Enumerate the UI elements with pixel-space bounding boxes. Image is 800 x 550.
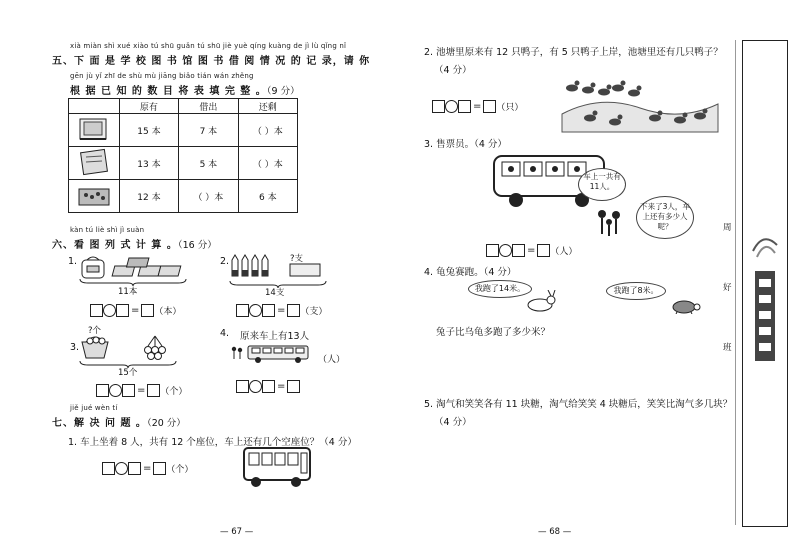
table-cell: 13 本 xyxy=(119,147,178,180)
answer-box[interactable] xyxy=(512,244,525,257)
r2-text: 2. 池塘里原来有 12 只鸭子，有 5 只鸭子上岸，池塘里还有几只鸭子？ xyxy=(424,47,723,58)
r4-text: 4. 龟兔赛跑。（4 分） xyxy=(424,267,517,278)
answer-box[interactable] xyxy=(96,384,109,397)
table-row xyxy=(69,114,298,147)
speech-bubble-turtle: 我跑了8米。 xyxy=(606,282,666,300)
table-row xyxy=(69,147,298,180)
answer-box[interactable] xyxy=(432,100,445,113)
q6-heading: 六、看 图 列 式 计 算 。（16 分） xyxy=(52,240,217,251)
q6-1-number: 1. xyxy=(68,256,78,267)
table-cell: 5 本 xyxy=(179,147,238,180)
ducks-pond-icon xyxy=(560,74,720,134)
table-cell: 15 本 xyxy=(119,114,178,147)
speech-bubble-2: 下来了3人，车上还有多少人呢？ xyxy=(636,196,694,239)
q6-pinyin: kàn tú liè shì jì suàn xyxy=(70,226,145,234)
q6-3-number: 3. xyxy=(70,342,80,353)
q6-4-equation: = xyxy=(236,376,300,395)
unit-label: （个） xyxy=(160,387,188,397)
unit-label: （个） xyxy=(166,465,194,475)
q7-1-equation: = （个） xyxy=(102,458,193,477)
unit-label: （本） xyxy=(154,307,182,317)
table-header-left: 还剩 xyxy=(238,99,297,114)
unit-label: （人） xyxy=(550,247,578,257)
operator-circle[interactable] xyxy=(249,304,262,317)
r5-text: 5. 淘气和笑笑各有 11 块糖，淘气给笑笑 4 块糖后，笑笑比淘气多几块？ xyxy=(424,399,733,410)
side-label-2: 好 xyxy=(723,283,732,293)
answer-box[interactable] xyxy=(236,380,249,393)
r2-equation: = （只） xyxy=(432,96,523,115)
logo-mark xyxy=(749,231,781,371)
operator-circle[interactable] xyxy=(109,384,122,397)
q6-3-equation: = （个） xyxy=(96,380,187,399)
answer-box[interactable] xyxy=(287,304,300,317)
q5-pinyin-1: xià miàn shì xué xiào tú shū guǎn tú shū jiè yuè qíng kuàng de jì lù qǐng nǐ xyxy=(70,42,347,50)
q5-heading-1: 五、下 面 是 学 校 图 书 馆 图 书 借 阅 情 况 的 记 录，请 你 xyxy=(52,56,371,67)
r3-text: 3. 售票员。（4 分） xyxy=(424,139,507,150)
book-icon xyxy=(69,180,120,213)
table-header-have: 原有 xyxy=(119,99,178,114)
answer-box[interactable] xyxy=(458,100,471,113)
answer-box[interactable] xyxy=(116,304,129,317)
q6-2-equation: = （支） xyxy=(236,300,327,319)
answer-cell[interactable]: （ ）本 xyxy=(179,180,238,213)
q5-pinyin-2: gēn jù yǐ zhī de shù mù jiāng biǎo tián wán zhěng xyxy=(70,72,254,80)
answer-box[interactable] xyxy=(153,462,166,475)
pencils-icon xyxy=(228,252,328,280)
operator-circle[interactable] xyxy=(499,244,512,257)
answer-box[interactable] xyxy=(90,304,103,317)
r4-question: 兔子比乌龟多跑了多少米？ xyxy=(436,327,551,338)
table-header-blank xyxy=(69,99,120,114)
answer-cell[interactable]: （ ）本 xyxy=(238,147,297,180)
bus-with-people-icon xyxy=(228,340,318,364)
speech-bubble-1: 车上一共有11人。 xyxy=(578,168,626,201)
q6-4-unit: （人） xyxy=(318,355,346,365)
answer-box[interactable] xyxy=(486,244,499,257)
q7-pinyin: jiě jué wèn tí xyxy=(70,404,118,412)
side-label-3: 班 xyxy=(723,343,732,353)
table-row xyxy=(69,180,298,213)
table-header-lent: 借出 xyxy=(179,99,238,114)
table-cell: 6 本 xyxy=(238,180,297,213)
operator-circle[interactable] xyxy=(249,380,262,393)
unit-label: （支） xyxy=(300,307,328,317)
speech-bubble-rabbit: 我跑了14米。 xyxy=(468,280,532,298)
page-number-right: — 68 — xyxy=(538,527,572,537)
answer-box[interactable] xyxy=(262,304,275,317)
binding-divider xyxy=(735,40,736,525)
q6-2-total: 14支 xyxy=(265,288,285,298)
answer-cell[interactable]: （ ）本 xyxy=(238,114,297,147)
operator-circle[interactable] xyxy=(115,462,128,475)
side-strip xyxy=(723,40,788,527)
q6-1-total: 11本 xyxy=(118,287,138,297)
q5-heading-2: 根 据 已 知 的 数 目 将 表 填 完 整 。（9 分） xyxy=(70,86,300,97)
answer-box[interactable] xyxy=(483,100,496,113)
q6-3-total: 15个 xyxy=(118,368,138,378)
side-label-1: 周 xyxy=(723,223,732,233)
q6-3-question: ?个 xyxy=(88,326,102,336)
book-icon xyxy=(69,147,120,180)
q6-4-number: 4. xyxy=(220,328,230,339)
r2-score: （4 分） xyxy=(434,65,472,76)
library-table xyxy=(68,98,298,213)
fruit-basket-icon xyxy=(78,332,178,360)
answer-box[interactable] xyxy=(236,304,249,317)
q6-2-number: 2. xyxy=(220,256,230,267)
empty-bus-icon xyxy=(242,444,314,488)
turtle-icon xyxy=(668,296,702,314)
table-cell: 7 本 xyxy=(179,114,238,147)
q6-1-equation: = （本） xyxy=(90,300,181,319)
answer-box[interactable] xyxy=(128,462,141,475)
r5-score: （4 分） xyxy=(434,417,472,428)
answer-box[interactable] xyxy=(147,384,160,397)
q6-2-question: ?支 xyxy=(290,254,304,264)
r3-equation: = （人） xyxy=(486,240,577,259)
unit-label: （只） xyxy=(496,103,524,113)
page-number-left: — 67 — xyxy=(220,527,254,537)
operator-circle[interactable] xyxy=(103,304,116,317)
answer-box[interactable] xyxy=(262,380,275,393)
answer-box[interactable] xyxy=(122,384,135,397)
table-cell: 12 本 xyxy=(119,180,178,213)
answer-box[interactable] xyxy=(537,244,550,257)
q7-1-text: 1. 车上坐着 8 人，共有 12 个座位，车上还有几个空座位？（4 分） xyxy=(68,437,357,448)
q7-heading: 七、解 决 问 题 。（20 分） xyxy=(52,418,186,429)
answer-box[interactable] xyxy=(102,462,115,475)
rabbit-icon xyxy=(520,290,560,312)
answer-box[interactable] xyxy=(141,304,154,317)
schoolbag-and-books-icon xyxy=(78,254,188,280)
operator-circle[interactable] xyxy=(445,100,458,113)
children-icon xyxy=(594,208,628,238)
book-icon xyxy=(69,114,120,147)
answer-box[interactable] xyxy=(287,380,300,393)
q6-4-text: 原来车上有13人 xyxy=(240,331,310,342)
